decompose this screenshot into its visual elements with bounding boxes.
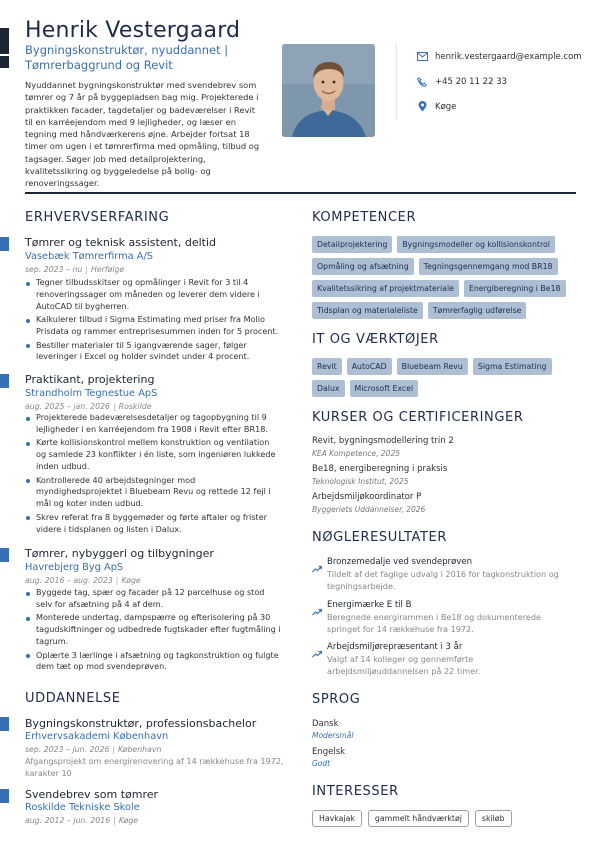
- contact-email-row[interactable]: [397, 44, 597, 69]
- trend-up-icon: [312, 643, 322, 662]
- interests-heading: INTERESSER: [312, 784, 399, 799]
- contact-phone-row: [397, 69, 597, 94]
- profile-summary: Nyuddannet bygningskonstruktør med svendebrev som tømrer og 7 år på byggepladsen bag mig. Projekterede i praktikken facader, tagdetaljer og badeværelser i Revit til en karréejendom med 9 lejligheder, og læser en tegning med håndværkerens øjne. Arbejder fortsat 18 timer om ugen i et tømrerfirma med opmåling, tilbud og tagsager. Søger job med detailprojektering, kvalitetssikring og byggeledelse på bolig- og renoveringssager.: [25, 80, 260, 189]
- language-name: Dansk: [312, 719, 339, 729]
- job-bullet: Bestiller materialer til 5 igangværende sager, følger leveringer i Excel og holder svindet under 4 procent.: [25, 340, 281, 364]
- trend-up-icon: [312, 601, 322, 620]
- education-dates: aug. 2012 – jun. 2016: [25, 816, 111, 825]
- job-bullet: Tegner tilbudsskitser og opmålinger i Revit for 3 til 4 renoveringssager om måneden og leverer dem videre i AutoCAD til bygherren.: [25, 277, 281, 313]
- achievement-description: Tildelt af det faglige udvalg i 2016 for tagkonstruktion og tegningsarbejde.: [327, 569, 559, 591]
- education-marker: [0, 717, 9, 731]
- job-marker: [0, 374, 9, 388]
- achievement-description: Valgt af 14 kolleger og gennemførte arbejdsmiljøuddannelsen på 22 timer.: [327, 654, 481, 676]
- job-bullet: Skrev referat fra 8 byggemøder og førte aftaler og frister videre i tidsplanen og listen i Dalux.: [25, 512, 281, 536]
- competency-tag: Tømrerfaglig udførelse: [428, 302, 527, 319]
- education-location: København: [117, 745, 162, 754]
- contact-email[interactable]: henrik.vestergaard@example.com: [435, 51, 582, 62]
- candidate-subtitle: Bygningskonstruktør, nyuddannet | Tømrerbaggrund og Revit: [25, 43, 229, 72]
- job-meta: aug. 2025 – jan. 2026 | Roskilde: [25, 402, 152, 411]
- mail-icon: [415, 52, 429, 61]
- education-marker: [0, 789, 9, 803]
- achievement-title: Bronzemedalje ved svendeprøven: [327, 557, 472, 567]
- profile-photo: [282, 44, 375, 137]
- tool-tag: Revit: [312, 358, 342, 375]
- competencies-heading: KOMPETENCER: [312, 210, 417, 225]
- contact-location-row: [397, 94, 597, 119]
- tool-tag: Microsoft Excel: [350, 380, 419, 397]
- competency-tags: [312, 236, 582, 324]
- job-bullets: [25, 412, 281, 537]
- job-bullet: Oplærte 3 lærlinge i afsætning og tagkonstruktion og fulgte dem tæt op mod svendeprøven.: [25, 650, 281, 674]
- job-bullet: Projekterede badeværelsesdetaljer og tagopbygning til 9 lejligheder i en karréejendom fra 1908 i Revit efter BR18.: [25, 412, 281, 436]
- job-bullet: Kørte kollisionskontrol mellem konstruktion og ventilation og samlede 23 konflikter i én liste, som ingeniøren lukkede inden udbud.: [25, 437, 281, 473]
- course-name: Be18, energiberegning i praksis: [312, 464, 448, 474]
- map-pin-icon: [415, 101, 429, 112]
- trend-up-icon: [312, 558, 322, 577]
- competency-tag: Bygningsmodeller og kollisionskontrol: [397, 236, 555, 253]
- language-level: Modersmål: [312, 731, 354, 740]
- achievement-description: Beregnede energirammen i Be18 og dokumenterede springet for 14 rækkehuse fra 1972.: [327, 612, 541, 634]
- tool-tag: Dalux: [312, 380, 345, 397]
- job-dates: aug. 2025 – jan. 2026: [25, 402, 111, 411]
- job-bullets: [25, 277, 281, 365]
- achievements-heading: NØGLERESULTATER: [312, 530, 447, 545]
- header-accent-bar-lower: [0, 56, 9, 68]
- candidate-name: Henrik Vestergaard: [25, 18, 241, 43]
- education-meta: sep. 2023 – jun. 2026 | København: [25, 745, 162, 754]
- education-school: Roskilde Tekniske Skole: [25, 802, 140, 813]
- education-note: Afgangsprojekt om energirenovering af 14 rækkehuse fra 1972, karakter 10: [25, 756, 284, 778]
- job-bullets: [25, 587, 281, 675]
- tools-heading: IT OG VÆRKTØJER: [312, 332, 439, 347]
- job-bullet: Byggede tag, spær og facader på 12 parcelhuse og stod selv for afsætning på 4 af dem.: [25, 587, 281, 611]
- competency-tag: Tidsplan og materialeliste: [312, 302, 423, 319]
- education-degree: Bygningskonstruktør, professionsbachelor: [25, 717, 257, 730]
- competency-tag: Tegningsgennemgang mod BR18: [419, 258, 558, 275]
- job-company: Strandholm Tegnestue ApS: [25, 388, 158, 399]
- tool-tag: Sigma Estimating: [473, 358, 552, 375]
- languages-heading: SPROG: [312, 692, 361, 707]
- job-meta: aug. 2016 – aug. 2023 | Køge: [25, 576, 141, 585]
- achievement-title: Energimærke E til B: [327, 600, 412, 610]
- interest-chip: gammelt håndværktøj: [368, 810, 469, 827]
- job-marker: [0, 237, 9, 251]
- competency-tag: Energiberegning i Be18: [464, 280, 566, 297]
- job-bullet: Monterede undertag, dampspærre og efterisolering på 30 tagudskiftninger og udbedrede fugtskader efter fugtmåling i tagrum.: [25, 612, 281, 648]
- job-title: Tømrer og teknisk assistent, deltid: [25, 236, 217, 249]
- education-meta: aug. 2012 – jun. 2016 | Køge: [25, 816, 139, 825]
- portrait-image: [282, 44, 375, 137]
- job-meta: sep. 2023 – nu | Herfølge: [25, 265, 125, 274]
- education-school: Erhvervsakademi København: [25, 731, 169, 742]
- course-name: Revit, bygningsmodellering trin 2: [312, 436, 454, 446]
- achievement-title: Arbejdsmiljørepræsentant i 3 år: [327, 642, 463, 652]
- job-location: Roskilde: [118, 402, 152, 411]
- language-level: Godt: [312, 759, 331, 768]
- job-location: Køge: [121, 576, 141, 585]
- contact-panel: [396, 44, 597, 120]
- contact-location: Køge: [435, 101, 457, 112]
- job-dates: aug. 2016 – aug. 2023: [25, 576, 113, 585]
- interest-list: [312, 810, 518, 827]
- tool-tag: AutoCAD: [347, 358, 392, 375]
- header-accent-bar: [0, 28, 9, 54]
- job-title: Praktikant, projektering: [25, 373, 155, 386]
- courses-heading: KURSER OG CERTIFICERINGER: [312, 410, 524, 425]
- education-dates: sep. 2023 – jun. 2026: [25, 745, 110, 754]
- course-provider: Teknologisk Institut, 2025: [312, 477, 409, 486]
- job-company: Havrebjerg Byg ApS: [25, 562, 124, 573]
- job-title: Tømrer, nybyggeri og tilbygninger: [25, 547, 214, 560]
- phone-icon: [415, 77, 429, 87]
- job-bullet: Kalkulerer tilbud i Sigma Estimating med priser fra Molio Prisdata og rammer entreprisesummen inden for 5 procent.: [25, 314, 281, 338]
- competency-tag: Detailprojektering: [312, 236, 392, 253]
- job-dates: sep. 2023 – nu: [25, 265, 83, 274]
- education-heading: UDDANNELSE: [25, 691, 121, 706]
- tool-tag: Bluebeam Revu: [397, 358, 468, 375]
- competency-tag: Kvalitetssikring af projektmateriale: [312, 280, 459, 297]
- language-name: Engelsk: [312, 747, 346, 757]
- contact-phone: +45 20 11 22 33: [435, 76, 508, 87]
- tool-tags: [312, 358, 582, 402]
- course-name: Arbejdsmiljøkoordinator P: [312, 492, 422, 502]
- job-company: Vasebæk Tømrerfirma A/S: [25, 251, 154, 262]
- experience-heading: ERHVERVSERFARING: [25, 210, 170, 225]
- job-location: Herfølge: [91, 265, 125, 274]
- job-bullet: Kontrollerede 40 arbejdstegninger mod myndighedsprojektet i Bluebeam Revu og rettede 12 fejl i mål og koter inden udbud.: [25, 475, 281, 511]
- interest-chip: skiløb: [475, 810, 512, 827]
- education-degree: Svendebrev som tømrer: [25, 788, 159, 801]
- job-marker: [0, 548, 9, 562]
- course-provider: Byggeriets Uddannelser, 2026: [312, 505, 426, 514]
- course-provider: KEA Kompetence, 2025: [312, 449, 400, 458]
- competency-tag: Opmåling og afsætning: [312, 258, 414, 275]
- education-location: Køge: [118, 816, 139, 825]
- interest-chip: Havkajak: [312, 810, 362, 827]
- header-divider: [25, 192, 576, 194]
